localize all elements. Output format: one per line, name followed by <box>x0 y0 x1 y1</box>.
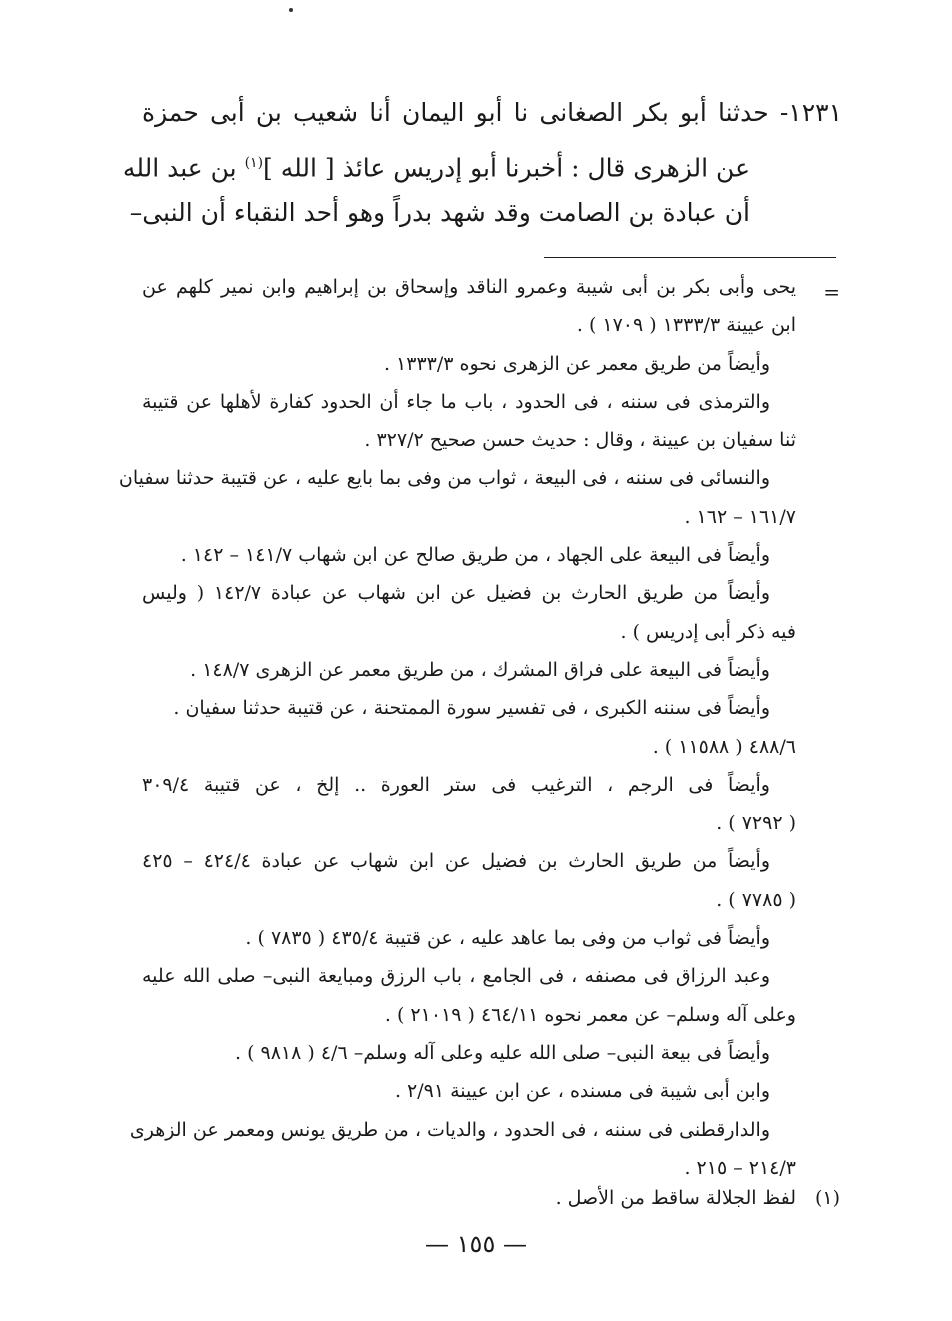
note-line: وأيضاً فى ثواب من وفى بما عاهد عليه ، عن قتيبة ٤٣٥/٤ ( ٧٨٣٥ ) . <box>245 927 770 950</box>
hadith-line-1: ١٢٣١- حدثنا أبو بكر الصغانى نا أبو اليمان أنا شعيب بن أبى حمزة <box>142 98 842 127</box>
note-line: وأيضاً من طريق الحارث بن فضيل عن ابن شهاب عن عبادة ٤٢٤/٤ – ٤٢٥ <box>142 850 770 873</box>
note-line: والنسائى فى سننه ، فى البيعة ، ثواب من وفى بما بايع عليه ، عن قتيبة حدثنا سفيان <box>118 467 770 490</box>
note-line: والترمذى فى سننه ، فى الحدود ، باب ما جاء أن الحدود كفارة لأهلها عن قتيبة <box>142 390 770 413</box>
note-line: وعلى آله وسلم– عن معمر نحوه ٤٦٤/١١ ( ٢١٠١٩ ) . <box>384 1003 796 1026</box>
footnote-text: لفظ الجلالة ساقط من الأصل . <box>555 1187 796 1209</box>
footnote-number: (١) <box>814 1187 840 1209</box>
hadith-line-3: أن عبادة بن الصامت وقد شهد بدراً وهو أحد النقباء أن النبى– <box>129 198 750 227</box>
footnote-ref: (١) <box>244 155 264 171</box>
hadith-line-2 <box>122 138 842 188</box>
footnote-separator <box>544 257 836 258</box>
note-line: وأيضاً من طريق الحارث بن فضيل عن ابن شهاب عن عبادة ١٤٢/٧ ( وليس <box>142 582 770 605</box>
note-line: ابن عيينة ١٣٣٣/٣ ( ١٧٠٩ ) . <box>576 314 796 337</box>
note-line: وابن أبى شيبة فى مسنده ، عن ابن عيينة ٢/٩١ . <box>394 1080 770 1103</box>
note-line: ( ٧٢٩٢ ) . <box>716 812 796 835</box>
hadith-text <box>122 88 842 238</box>
hadith-line-2-tail: بن عبد الله <box>122 153 245 183</box>
note-line: وعبد الرزاق فى مصنفه ، فى الجامع ، باب الرزق ومبايعة النبى– صلى الله عليه <box>142 965 770 988</box>
note-line: وأيضاً فى البيعة على فراق المشرك ، من طريق معمر عن الزهرى ١٤٨/٧ . <box>190 658 770 681</box>
note-line: ٢١٤/٣ – ٢١٥ . <box>684 1156 796 1179</box>
continuation-marker: = <box>823 280 840 304</box>
page-number: — ١٥٥ — <box>425 1230 527 1258</box>
note-line: وأيضاً فى سننه الكبرى ، فى تفسير سورة الممتحنة ، عن قتيبة حدثنا سفيان . <box>173 697 770 720</box>
note-line: ٤٨٨/٦ ( ١١٥٨٨ ) . <box>652 735 796 758</box>
note-line: ثنا سفيان بن عيينة ، وقال : حديث حسن صحيح ٣٢٧/٢ . <box>364 429 796 452</box>
hadith-line-2-text: عن الزهرى قال : أخبرنا أبو إدريس عائذ [ الله ] <box>263 153 750 183</box>
footnote <box>142 1180 840 1216</box>
note-line: ( ٧٧٨٥ ) . <box>716 888 796 911</box>
note-line: يحى وأبى بكر بن أبى شيبة وعمرو الناقد وإسحاق بن إبراهيم وابن نمير كلهم عن <box>142 276 796 298</box>
note-line: وأيضاً فى بيعة النبى– صلى الله عليه وعلى آله وسلم– ٤/٦ ( ٩٨١٨ ) . <box>234 1041 770 1064</box>
takhrij-notes <box>118 268 840 1187</box>
note-line: ١٦١/٧ – ١٦٢ . <box>684 505 796 528</box>
note-line: وأيضاً فى البيعة على الجهاد ، من طريق صالح عن ابن شهاب ١٤١/٧ – ١٤٢ . <box>180 544 770 567</box>
note-line: فيه ذكر أبى إدريس ) . <box>620 620 796 643</box>
note-line: وأيضاً من طريق معمر عن الزهرى نحوه ١٣٣٣/٣ . <box>383 352 770 375</box>
note-line: وأيضاً فى الرجم ، الترغيب فى ستر العورة .. إلخ ، عن قتيبة ٣٠٩/٤ <box>142 773 770 796</box>
note-line: والدارقطنى فى سننه ، فى الحدود ، والديات ، من طريق يونس ومعمر عن الزهرى <box>129 1118 770 1141</box>
